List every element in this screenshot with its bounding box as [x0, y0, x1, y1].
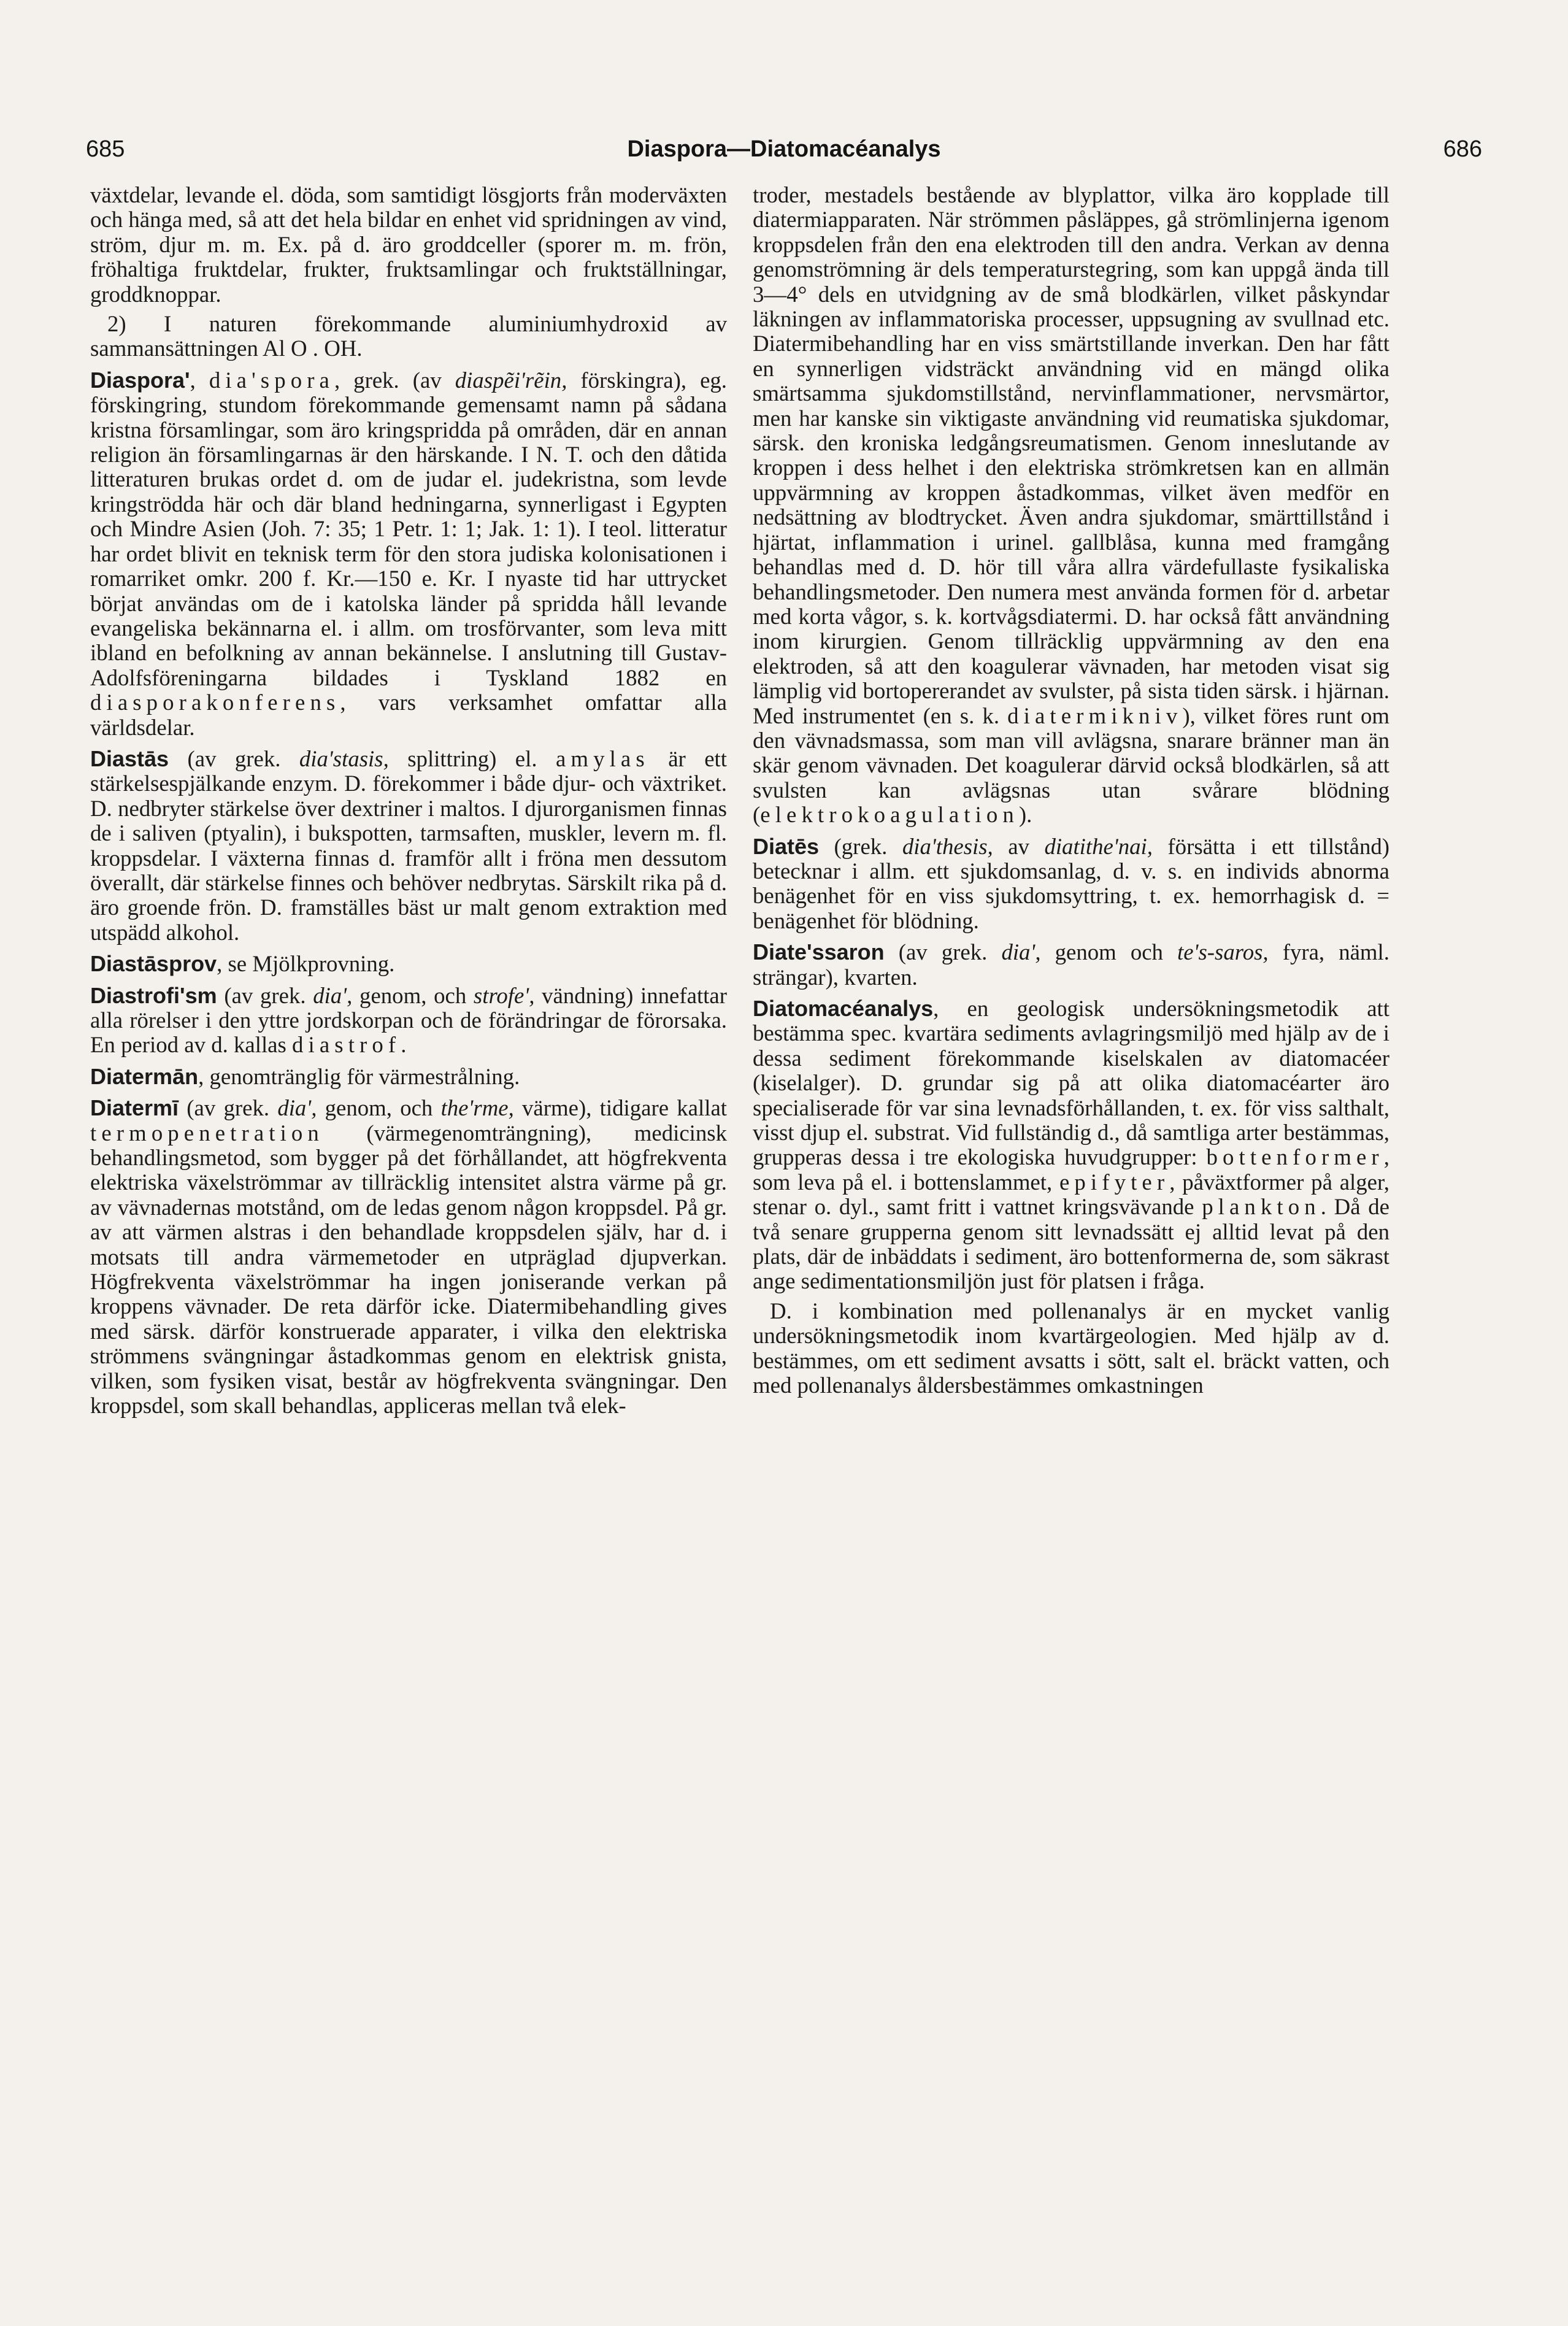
entry-text: genom, och: [317, 1095, 441, 1121]
entry-text: försätta i ett tillstånd) betecknar i allm. ett sjukdomsanlag, d. v. s. en individs abnorma benägenhet för en viss sjukdomsyttring, t. ex. hemorrhagisk d. = benägenhet för blödning.: [753, 833, 1389, 933]
entry-diatomaceanalys: [753, 996, 1389, 1294]
spaced-term: bottenformer: [1206, 1144, 1384, 1170]
italic-term: dia'thesis,: [902, 833, 993, 859]
paragraph-diatermi-continued: [753, 183, 1389, 828]
spaced-term: elektrokoagulation: [760, 802, 1019, 828]
headword-diastrofism: Diastrofi'sm: [90, 982, 217, 1008]
entry-text: vändning) innefattar alla rörelser i den yttre jordskorpan och de förändringar de förorsaka. En period av d. kallas: [90, 982, 727, 1058]
entry-text: (grek.: [819, 833, 902, 859]
italic-term: strofe',: [473, 982, 535, 1008]
entry-text: , vars verksamhet omfattar alla världsdelar.: [90, 690, 727, 740]
entry-diatermi: [90, 1096, 727, 1418]
page-header: [86, 136, 1482, 173]
entry-diatessaron: [753, 940, 1389, 990]
headword-diatomaceanalys: Diatomacéanalys: [753, 996, 934, 1021]
entry-text: , genomtränglig för värmestrålning.: [198, 1063, 520, 1089]
spaced-term: amylas: [555, 745, 650, 771]
spaced-term: plankton: [1202, 1194, 1321, 1220]
italic-term: dia'stasis,: [299, 745, 389, 771]
entry-diaterman: [90, 1065, 727, 1089]
entry-text: splittring) el.: [388, 745, 556, 771]
entry-text: .: [401, 1032, 407, 1058]
spaced-term: diastrof: [292, 1032, 401, 1058]
entry-diastrofism: [90, 984, 727, 1058]
entry-text: , en geologisk undersökningsmetodik att bestämma spec. kvartära sediments avlagringsmiljö med hjälp av de i dessa sediment förekommande kiselskalen av diatomacéer (kiselalger). D. grundar sig på att olika diatomacéarter äro specialiserade för var sina levnadsförhållanden, t. ex. för viss salthalt, visst djup el. substrat. Vid fullständig d., då samtliga arter bestämmas, grupperas dessa i tre ekologiska huvudgrupper:: [753, 996, 1389, 1170]
entry-text: genom, och: [352, 982, 474, 1008]
entry-diastas: [90, 747, 727, 945]
italic-term: dia',: [1001, 939, 1041, 965]
entry-text: är ett stärkelsespjälkande enzym. D. förekommer i både djur- och växtriket. D. nedbryter stärkelse över dextriner i maltos. I djurorganismen finnas de i saliven (ptyalin), i bukspotten, tarmsaften, muskler, levern m. fl. kroppsdelar. I växterna finnas d. framför allt i fröna men dessutom överallt, där stärkelse finnes och behöver nedbrytas. Särskilt rika på d. äro groende frön. D. framställes bäst ur malt genom extraktion med utspädd alkohol.: [90, 745, 727, 945]
entry-text: värme), tidigare kallat: [513, 1095, 727, 1121]
paragraph-continuation: växtdelar, levande el. döda, som samtidigt lösgjorts från moderväxten och hänga med, så att det hela bildar en enhet vid spridningen av vind, ström, djur m. m. Ex. på d. äro groddceller (sporer m. m. frön, fröhaltiga fruktdelar, frukter, fruktsamlingar och fruktställningar, groddknoppar.: [90, 182, 727, 307]
italic-term: diaspẽi'rẽin,: [455, 367, 567, 393]
entry-text: ), vilket föres runt om den vävnadsmassa, som man vill avlägsna, snarare bränner man än skär genom vävnaden. Det koagulerar därvid också blodkärlen, så att svulsten kan avlägsnas utan svårare blödning (: [753, 703, 1389, 828]
entry-text: (av grek.: [217, 982, 313, 1008]
headword-diastasprov: Diastāsprov: [90, 951, 217, 977]
spaced-term: diatermikniv: [1007, 703, 1183, 728]
paragraph-pollenanalys: D. i kombination med pollenanalys är en mycket vanlig undersökningsmetodik inom kvartärgeologien. Med hjälp av d. bestämmes, om ett sediment avsatts i sött, salt el. bräckt vatten, och med pollenanalys åldersbestämmes omkastningen: [753, 1298, 1389, 1398]
spaced-term: epifyter: [1059, 1169, 1170, 1195]
italic-term: diatithe'nai,: [1044, 833, 1153, 859]
entry-text: genom och: [1040, 939, 1178, 965]
headword-diatessaron: Diate'ssaron: [753, 939, 885, 965]
entry-text: . Då de två senare grupperna genom sitt levnadssätt ej alltid levat på den plats, där de inbäddats i sediment, äro bottenformerna de, som säkrast ange sedimentationsmiljön just för platsen i fråga.: [753, 1194, 1389, 1294]
entry-text: , grek. (av: [334, 367, 455, 393]
spaced-term: dia'spora: [209, 367, 334, 393]
entry-diaspora: [90, 368, 727, 740]
entry-text: , som leva på el. i bottenslammet,: [753, 1144, 1389, 1195]
entry-diates: [753, 834, 1389, 934]
headword-diaspora: Diaspora': [90, 367, 190, 393]
entry-diastasprov: [90, 952, 727, 976]
headword-diates: Diatēs: [753, 833, 820, 859]
spaced-term: termopenetration: [90, 1120, 324, 1146]
entry-text: ,: [190, 367, 209, 393]
italic-term: the'rme,: [440, 1095, 514, 1121]
entry-text: (värmegenomträngning), medicinsk behandlingsmetod, som bygger på det förhållandet, att högfrekventa elektriska växelströmmar av tillräcklig intensitet alstra värme på gr. av vävnadernas motstånd, om de ledas genom någon kroppsdel. På gr. av att värmen alstras i den behandlade kroppsdelen själv, har d. i motsats till andra värmemetoder en utpräglad djupverkan. Högfrekventa växelströmmar ha ingen joniserande verkan på kroppens vävnader. De reta därför icke. Diatermibehandling gives med särsk. därför konstruerade apparater, i vilka den elektriska strömmens svängningar åstadkommas genom en elektrisk gnista, vilken, som fysiken visat, består av högfrekventa svängningar. Den kroppsdel, som skall behandlas, appliceras mellan två elek-: [90, 1120, 727, 1419]
italic-term: dia',: [313, 982, 353, 1008]
headword-diastas: Diastās: [90, 745, 169, 771]
headword-diaterman: Diatermān: [90, 1063, 199, 1089]
italic-term: dia',: [277, 1095, 317, 1121]
spaced-term: diasporakonferens: [90, 690, 340, 715]
entry-text: fyra, näml. strängar), kvarten.: [753, 939, 1389, 990]
entry-text: av: [993, 833, 1045, 859]
entry-text: (av grek.: [884, 939, 1002, 965]
right-column: [753, 183, 1389, 1398]
italic-term: te's-saros,: [1177, 939, 1269, 965]
paragraph-aluminium: 2) I naturen förekommande aluminiumhydroxid av sammansättningen Al O . OH.: [90, 311, 727, 361]
entry-text: (av grek.: [169, 745, 299, 771]
running-title: Diaspora—Diatomacéanalys: [627, 136, 941, 162]
page-number-right: 686: [1443, 136, 1482, 162]
entry-text: , påväxtformer på alger, stenar o. dyl., samt fritt i vattnet kringsvävande: [753, 1169, 1389, 1220]
entry-text: (av grek.: [179, 1095, 278, 1121]
entry-text: förskingra), eg. förskingring, stundom förekommande gemensamt namn på sådana kristna församlingar, som äro kringspridda på områden, där en annan religion än församlingarnas är den härskande. I N. T. och den dåtida litteraturen brukas ordet d. om de judar el. judekristna, som levde kringströdda här och där bland hedningarna, synnerligast i Egypten och Mindre Asien (Joh. 7: 35; 1 Petr. 1: 1; Jak. 1: 1). I teol. litteratur har ordet blivit en teknisk term för den stora judiska kolonisationen i romarriket omkr. 200 f. Kr.—150 e. Kr. I nyaste tid har uttrycket börjat användas om de i katolska länder på spridda håll levande evangeliska bekännarna el. i allm. om trosförvanter, som leva mitt ibland en befolkning av annan bekännelse. I anslutning till Gustav-Adolfsföreningarna bildades i Tyskland 1882 en: [90, 367, 727, 690]
page-number-left: 685: [86, 136, 125, 162]
entry-text: troder, mestadels bestående av blyplattor, vilka äro kopplade till diatermiapparaten. När strömmen påsläppes, gå strömlinjerna igenom kroppsdelen från den ena elektroden till den andra. Verkan av denna genomströmning är dels temperaturstegring, som kan uppgå ända till 3—4° dels en utvidgning av de små blodkärlen, vilket påskyndar läkningen av inflammatoriska processer, uppsugning av svullnad etc. Diatermibehandling har en viss smärtstillande inverkan. Den har fått en synnerligen vidsträckt användning vid en mängd olika smärtsamma sjukdomstillstånd, nervinflammationer, nervsmärtor, men har kanske sin viktigaste användning vid reumatiska sjukdomar, särsk. den kroniska ledgångsreumatismen. Genom inneslutande av kroppen i dess helhet i den elektriska strömkretsen kan en allmän uppvärmning av kroppen åstadkommas, vilket även medför en nedsättning av blodtrycket. Även andra sjukdomar, smärttillstånd i hjärtat, inflammation i urinel. gallblåsa, kunna med framgång behandlas med d. D. hör till våra allra värdefullaste fysikaliska behandlingsmetoder. Den numera mest använda formen för d. arbetar med korta vågor, s. k. kortvågsdiatermi. D. har också fått användning inom kirurgien. Genom tillräcklig uppvärmning av den ena elektroden, så att den koagulerar vävnaden, har metoden visat sig lämplig vid bortopererandet av svulster, på sista tiden särsk. i hjärnan. Med instrumentet (en s. k.: [753, 182, 1389, 728]
entry-text: ).: [1018, 802, 1032, 828]
left-column: [90, 183, 727, 1419]
headword-diatermi: Diatermī: [90, 1095, 179, 1121]
entry-text: , se Mjölkprovning.: [217, 951, 395, 977]
